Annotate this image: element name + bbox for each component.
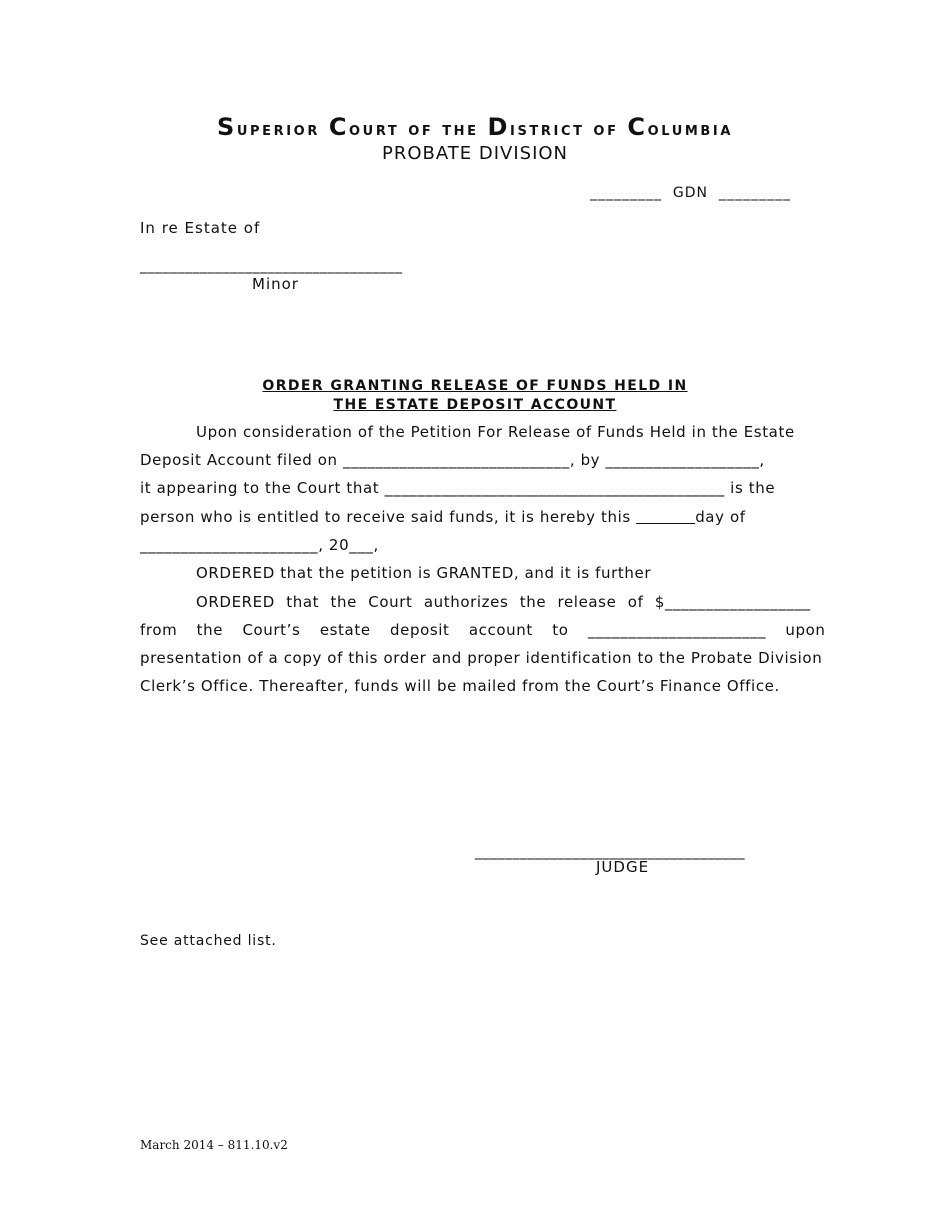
body-line-6: ORDERED that the petition is GRANTED, and it is further [196,564,652,582]
body-line-5: ______________________, 20___, [140,536,379,554]
court-title-word: ourt of the [349,119,488,140]
form-id-footer: March 2014 – 811.10.v2 [140,1138,288,1152]
court-title-word: uperior [236,119,329,140]
body-line-4-end: day of [695,508,746,526]
court-title-word: olumbia [647,119,734,140]
estate-name-blank: ___________________________________ [140,258,403,274]
court-title-word: istrict of [510,119,628,140]
body-line-9: presentation of a copy of this order and proper identification to the Probate Division [140,649,823,667]
body-line-8: from the Court’s estate deposit account to ______________________ upon [140,621,826,639]
order-title-line-1: ORDER GRANTING RELEASE OF FUNDS HELD IN [262,378,688,394]
body-line-4 [140,508,810,530]
body-line-3: it appearing to the Court that __________________________________________ is the [140,479,776,497]
body-line-4-text: person who is entitled to receive said funds, it is hereby this [140,508,637,526]
in-re-estate-label: In re Estate of [140,219,261,237]
division-title: PROBATE DIVISION [381,143,569,164]
minor-label: Minor [252,275,299,293]
court-title-initial: C [627,113,648,141]
day-blank [636,508,695,526]
body-line-1: Upon consideration of the Petition For Release of Funds Held in the Estate [196,423,795,441]
attached-list-note: See attached list. [140,933,277,949]
order-title-line-2: THE ESTATE DEPOSIT ACCOUNT [333,397,617,413]
court-title-initial: D [487,113,511,141]
judge-label: JUDGE [596,858,650,876]
court-title [0,113,950,141]
body-line-2: Deposit Account filed on ____________________________, by ___________________, [140,451,765,469]
case-number-field: _________ GDN _________ [590,185,791,201]
body-line-7: ORDERED that the Court authorizes the release of $__________________ [196,593,811,611]
order-title [0,377,950,415]
body-line-10: Clerk’s Office. Thereafter, funds will be mailed from the Court’s Finance Office. [140,677,780,695]
judge-signature-line: ____________________________________ [475,844,745,860]
court-title-initial: S [216,113,237,141]
court-title-initial: C [328,113,350,141]
